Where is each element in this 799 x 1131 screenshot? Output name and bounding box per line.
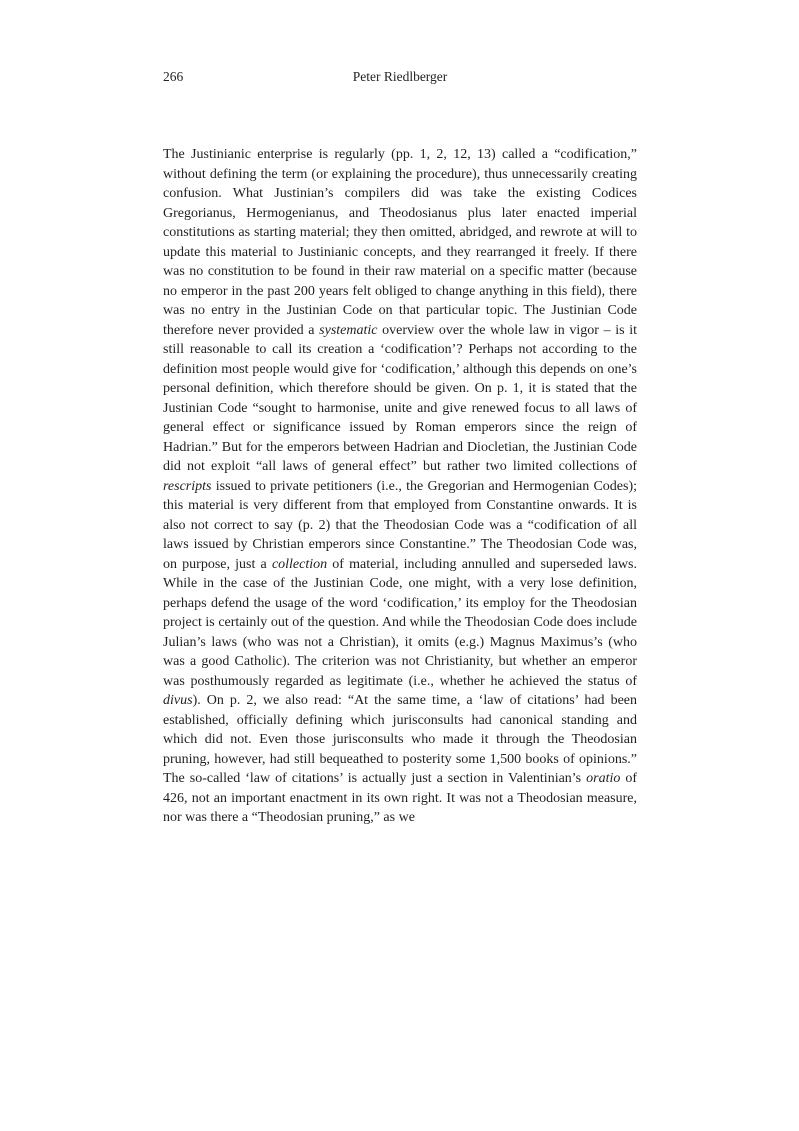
running-head: Peter Riedlberger: [352, 69, 448, 84]
emphasized-text: systematic: [319, 322, 378, 338]
text-run: of 426, not an important enactment in its own right. It was not a Theodosian measure, nor was there a “Theodosian pruning,” as we: [163, 771, 637, 825]
text-run: issued to private petitioners (i.e., the Gregorian and Hermogenian Codes); this material is very different from that employed from Constantine onwards. It is also not correct to say (p. 2) that the Theodosian Code was a “codification of all laws issued by Christian emperors since Constantine.” The Theodosian Code was, on purpose, just a: [163, 478, 637, 572]
emphasized-text: divus: [163, 693, 193, 708]
emphasized-text: collection: [271, 556, 328, 572]
body-paragraph: [163, 145, 637, 828]
emphasized-text: rescripts: [163, 478, 212, 494]
page-number: 266: [163, 69, 184, 84]
text-run: ). On p. 2, we also read: “At the same time, a ‘law of citations’ had been established, officially defining which jurisconsults had canonical standing and which did not. Even those jurisconsults who made it through the Theodosian pruning, however, had still bequeathed to posterity some 1,500 books of opinions.” The so-called ‘law of citations’ is actually just a section in Valentinian’s: [163, 693, 637, 786]
emphasized-text: oratio: [586, 771, 621, 786]
text-run: The Justinianic enterprise is regularly (pp. 1, 2, 12, 13) called a “codification,” without defining the term (or explaining the procedure), thus unnecessarily creating confusion. What Justinian’s compilers did was take the existing Codices Gregorianus, Hermogenianus, and Theodosianus plus later enacted imperial constitutions as starting material; they then omitted, abridged, and rewrote at will to update this material to Justinianic concepts, and they rearranged it freely. If there was no constitution to be found in their raw material on a specific matter (because no emperor in the past 200 years felt obliged to change anything in this field), there was no entry in the Justinian Code on that particular topic. The Justinian Code therefore never provided a: [163, 147, 637, 338]
text-run: overview over the whole law in vigor – is it still reasonable to call its creation a ‘codification’? Perhaps not according to the definition most people would give for ‘codification,’ although this depends on one’s personal definition, which therefore should be given. On p. 1, it is stated that the Justinian Code “sought to harmonise, unite and give renewed focus to all laws of general effect or significance issued by Roman emperors since the reign of Hadrian.” But for the emperors between Hadrian and Diocletian, the Justinian Code did not exploit “all laws of general effect” but rather two limited collections of: [163, 322, 637, 474]
page-header: [163, 69, 637, 87]
text-run: of material, including annulled and superseded laws. While in the case of the Justinian Code, one might, with a very lose definition, perhaps defend the usage of the word ‘codification,’ its employ for the Theodosian project is certainly out of the question. And while the Theodosian Code does include Julian’s laws (who was not a Christian), it omits (e.g.) Magnus Maximus’s (who was a good Catholic). The criterion was not Christianity, but whether an emperor was posthumously regarded as legitimate (i.e., whether he achieved the status of: [163, 556, 637, 689]
